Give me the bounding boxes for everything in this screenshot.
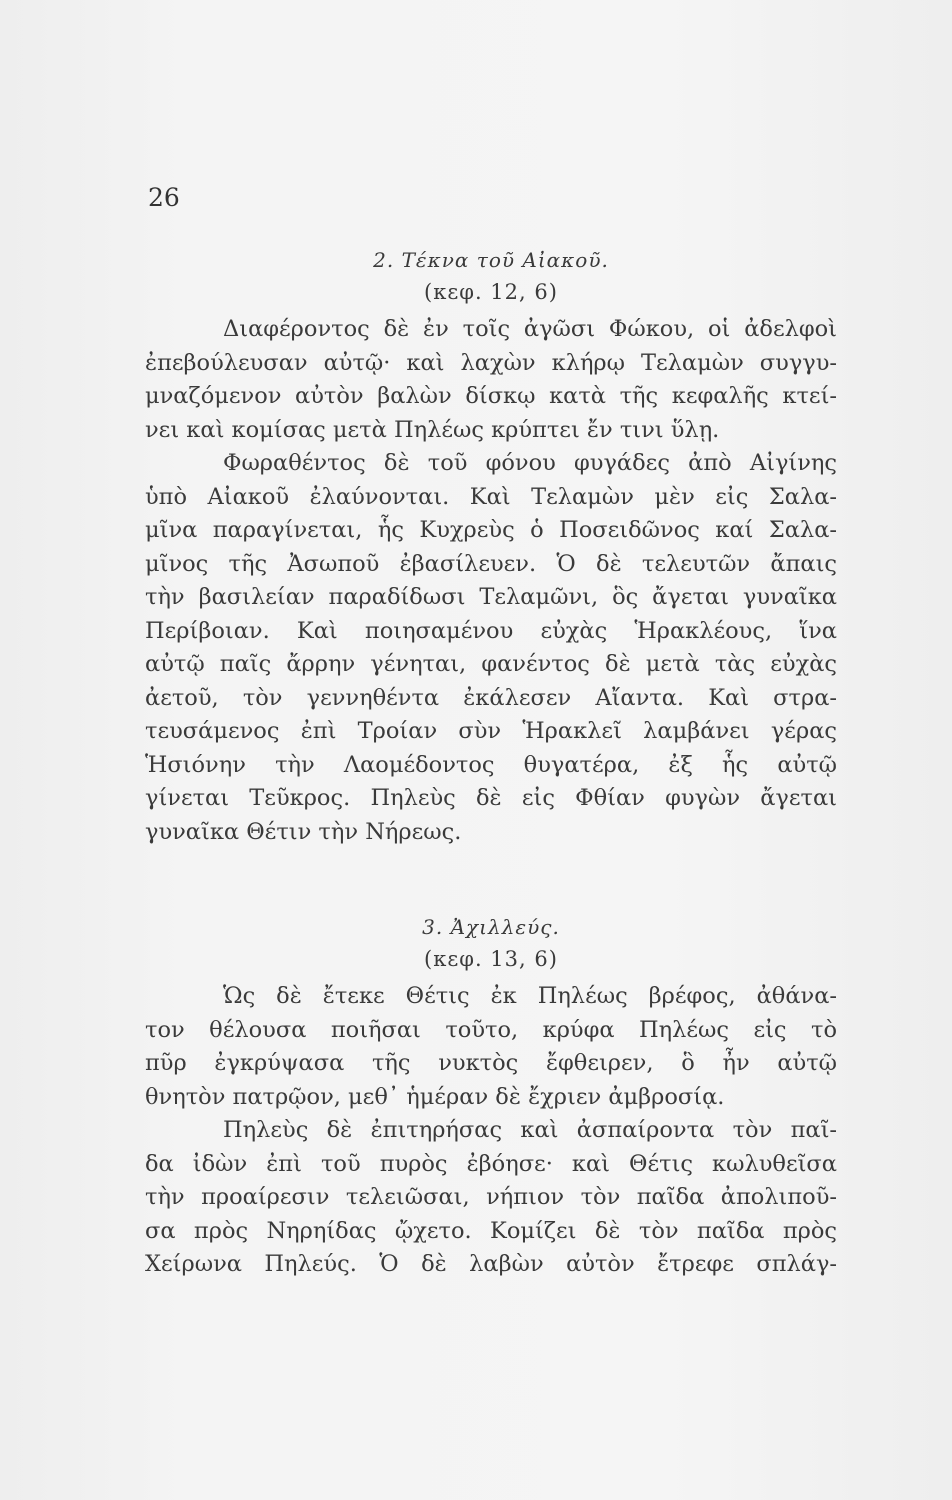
- paragraph: [145, 313, 837, 447]
- text-line: τον θέλουσα ποιῆσαι τοῦτο, κρύφα Πηλέως εἰς τὸ: [145, 1016, 837, 1043]
- text-line: νει καὶ κομίσας μετὰ Πηλέως κρύπτει ἔν τινι ὕλῃ.: [145, 416, 720, 443]
- text-line: Φωραθέντος δὲ τοῦ φόνου φυγάδες ἀπὸ Αἰγίνης: [223, 450, 837, 476]
- text-line: σα πρὸς Νηρηίδας ᾤχετο. Κομίζει δὲ τὸν παῖδα πρὸς: [145, 1217, 837, 1244]
- text-line: πῦρ ἐγκρύψασα τῆς νυκτὸς ἔφθειρεν, ὃ ἦν αὐτῷ: [145, 1050, 837, 1076]
- text-line: αὐτῷ παῖς ἄρρην γένηται, φανέντος δὲ μετὰ τὰς εὐχὰς: [145, 651, 837, 677]
- paragraph: [145, 447, 837, 849]
- text-line: Χείρωνα Πηλεύς. Ὁ δὲ λαβὼν αὐτὸν ἔτρεφε σπλάγ-: [145, 1251, 837, 1277]
- text-line: τὴν προαίρεσιν τελειῶσαι, νήπιον τὸν παῖδα ἀπολιποῦ-: [145, 1184, 837, 1210]
- text-line: μῖνα παραγίνεται, ἧς Κυχρεὺς ὁ Ποσειδῶνος καί Σαλα-: [145, 517, 837, 543]
- text-line: τευσάμενος ἐπὶ Τροίαν σὺν Ἡρακλεῖ λαμβάνει γέρας: [145, 718, 837, 744]
- text-line: Περίβοιαν. Καὶ ποιησαμένου εὐχὰς Ἡρακλέους, ἵνα: [145, 617, 837, 644]
- chapter-reference: (κεφ. 13, 6): [424, 947, 558, 971]
- text-line: γυναῖκα Θέτιν τὴν Νήρεως.: [145, 818, 462, 845]
- text-line: Ἡσιόνην τὴν Λαομέδοντος θυγατέρα, ἐξ ἧς αὐτῷ: [145, 751, 837, 778]
- text-line: ὑπὸ Αἰακοῦ ἐλαύνονται. Καὶ Τελαμὼν μὲν εἰς Σαλα-: [145, 483, 837, 510]
- page-number: 26: [148, 183, 180, 212]
- section-tekna-tou-aiakou: [145, 245, 837, 849]
- text-line: τὴν βασιλείαν παραδίδωσι Τελαμῶνι, ὃς ἄγεται γυναῖκα: [145, 584, 837, 610]
- text-line: μῖνος τῆς Ἀσωποῦ ἐβασίλευεν. Ὁ δὲ τελευτῶν ἄπαις: [145, 550, 837, 577]
- section-heading: 3. Ἀχιλλεύς.: [422, 915, 560, 939]
- text-line: Πηλεὺς δὲ ἐπιτηρήσας καὶ ἀσπαίροντα τὸν παῖ-: [223, 1117, 837, 1143]
- section-heading: 2. Τέκνα τοῦ Αἰακοῦ.: [373, 248, 609, 272]
- text-line: Ὡς δὲ ἔτεκε Θέτις ἐκ Πηλέως βρέφος, ἀθάνα-: [223, 983, 837, 1009]
- text-line: μναζόμενον αὐτὸν βαλὼν δίσκῳ κατὰ τῆς κεφαλῆς κτεί-: [145, 383, 837, 409]
- section-achilleus: [145, 912, 837, 1282]
- text-line: δα ἰδὼν ἐπὶ τοῦ πυρὸς ἐβόησε· καὶ Θέτις κωλυθεῖσα: [145, 1150, 837, 1177]
- text-line: ἐπεβούλευσαν αὐτῷ· καὶ λαχὼν κλήρῳ Τελαμὼν συγγυ-: [145, 349, 837, 376]
- text-line: Διαφέροντος δὲ ἐν τοῖς ἀγῶσι Φώκου, οἱ ἀδελφοὶ: [223, 316, 837, 342]
- text-line: θνητὸν πατρῷον, μεθ᾽ ἡμέραν δὲ ἔχριεν ἀμβροσίᾳ.: [145, 1083, 725, 1110]
- text-line: γίνεται Τεῦκρος. Πηλεὺς δὲ εἰς Φθίαν φυγὼν ἄγεται: [145, 785, 837, 811]
- paragraph: [145, 1114, 837, 1282]
- text-line: ἀετοῦ, τὸν γεννηθέντα ἐκάλεσεν Αἴαντα. Καὶ στρα-: [145, 684, 837, 711]
- chapter-reference: (κεφ. 12, 6): [424, 280, 558, 304]
- paragraph: [145, 980, 837, 1114]
